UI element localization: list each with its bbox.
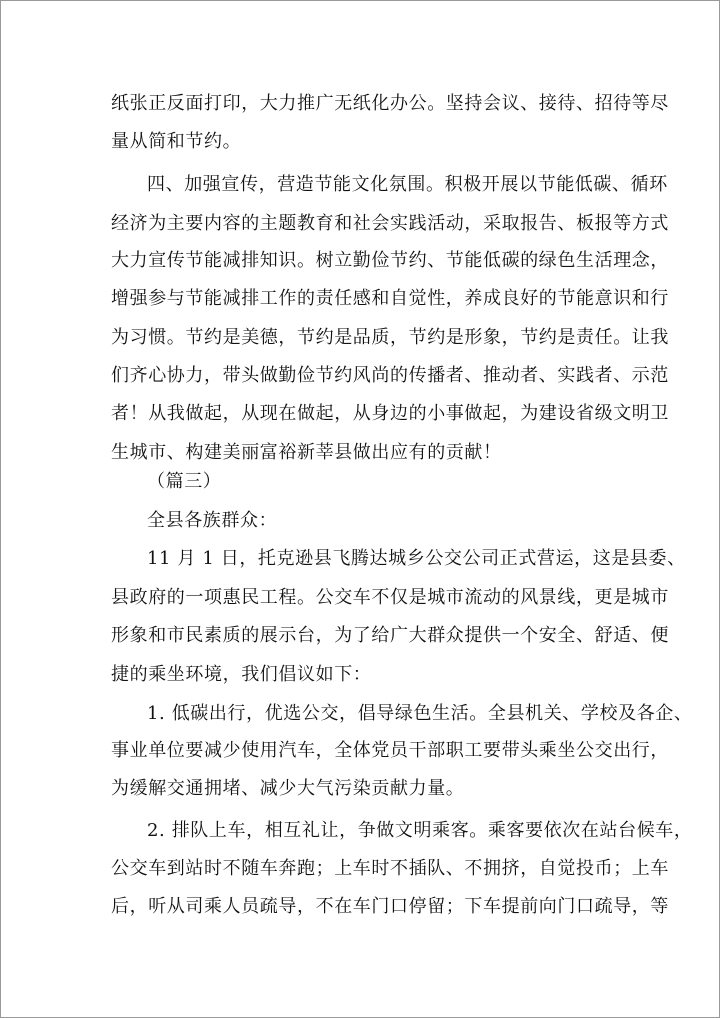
text-line-2: 量从简和节约。 — [111, 131, 242, 152]
proposal-item-1-line: 1. 低碳出行，优选公交，倡导绿色生活。全县机关、学校及各企、 — [147, 703, 693, 724]
section-heading-part-three: （篇三） — [147, 471, 222, 492]
text-line-7: 为习惯。节约是美德，节约是品质，节约是形象，节约是责任。让我 — [111, 327, 669, 348]
text-line-18: 事业单位要减少使用汽车，全体党员干部职工要带头乘坐公交出行， — [111, 740, 669, 761]
text-line-6: 增强参与节能减排工作的责任感和自觉性，养成良好的节能意识和行 — [111, 288, 669, 309]
text-line-19: 为缓解交通拥堵、减少大气污染贡献力量。 — [111, 778, 465, 799]
text-line-21: 公交车到站时不随车奔跑；上车时不插队、不拥挤，自觉投币；上车 — [111, 858, 669, 879]
text-line-8: 们齐心协力，带头做勤俭节约风尚的传播者、推动者、实践者、示范 — [111, 365, 669, 386]
salutation-line: 全县各族群众： — [147, 510, 278, 531]
text-line-16: 捷的乘坐环境，我们倡议如下： — [111, 664, 372, 685]
text-line-1: 纸张正反面打印，大力推广无纸化办公。坚持会议、接待、招待等尽 — [111, 93, 669, 114]
text-line-13: 11 月 1 日，托克逊县飞腾达城乡公交公司正式营运，这是县委、 — [147, 548, 686, 569]
proposal-item-2-line: 2. 排队上车，相互礼让，争做文明乘客。乘客要依次在站台候车， — [147, 820, 693, 841]
text-line-9: 者！从我做起，从现在做起，从身边的小事做起，为建设省级文明卫 — [111, 403, 669, 424]
text-line-10: 生城市、构建美丽富裕新莘县做出应有的贡献！ — [111, 442, 502, 463]
text-line-14: 县政府的一项惠民工程。公交车不仅是城市流动的风景线，更是城市 — [111, 587, 669, 608]
text-line-15: 形象和市民素质的展示台，为了给广大群众提供一个安全、舒适、便 — [111, 625, 669, 646]
text-line-22: 后，听从司乘人员疏导，不在车门口停留；下车提前向门口疏导，等 — [111, 896, 669, 917]
text-line-4: 经济为主要内容的主题教育和社会实践活动，采取报告、板报等方式 — [111, 213, 669, 234]
section-four-heading-line: 四、加强宣传，营造节能文化氛围。积极开展以节能低碳、循环 — [147, 174, 668, 195]
text-line-5: 大力宣传节能减排知识。树立勤俭节约、节能低碳的绿色生活理念， — [111, 250, 669, 271]
